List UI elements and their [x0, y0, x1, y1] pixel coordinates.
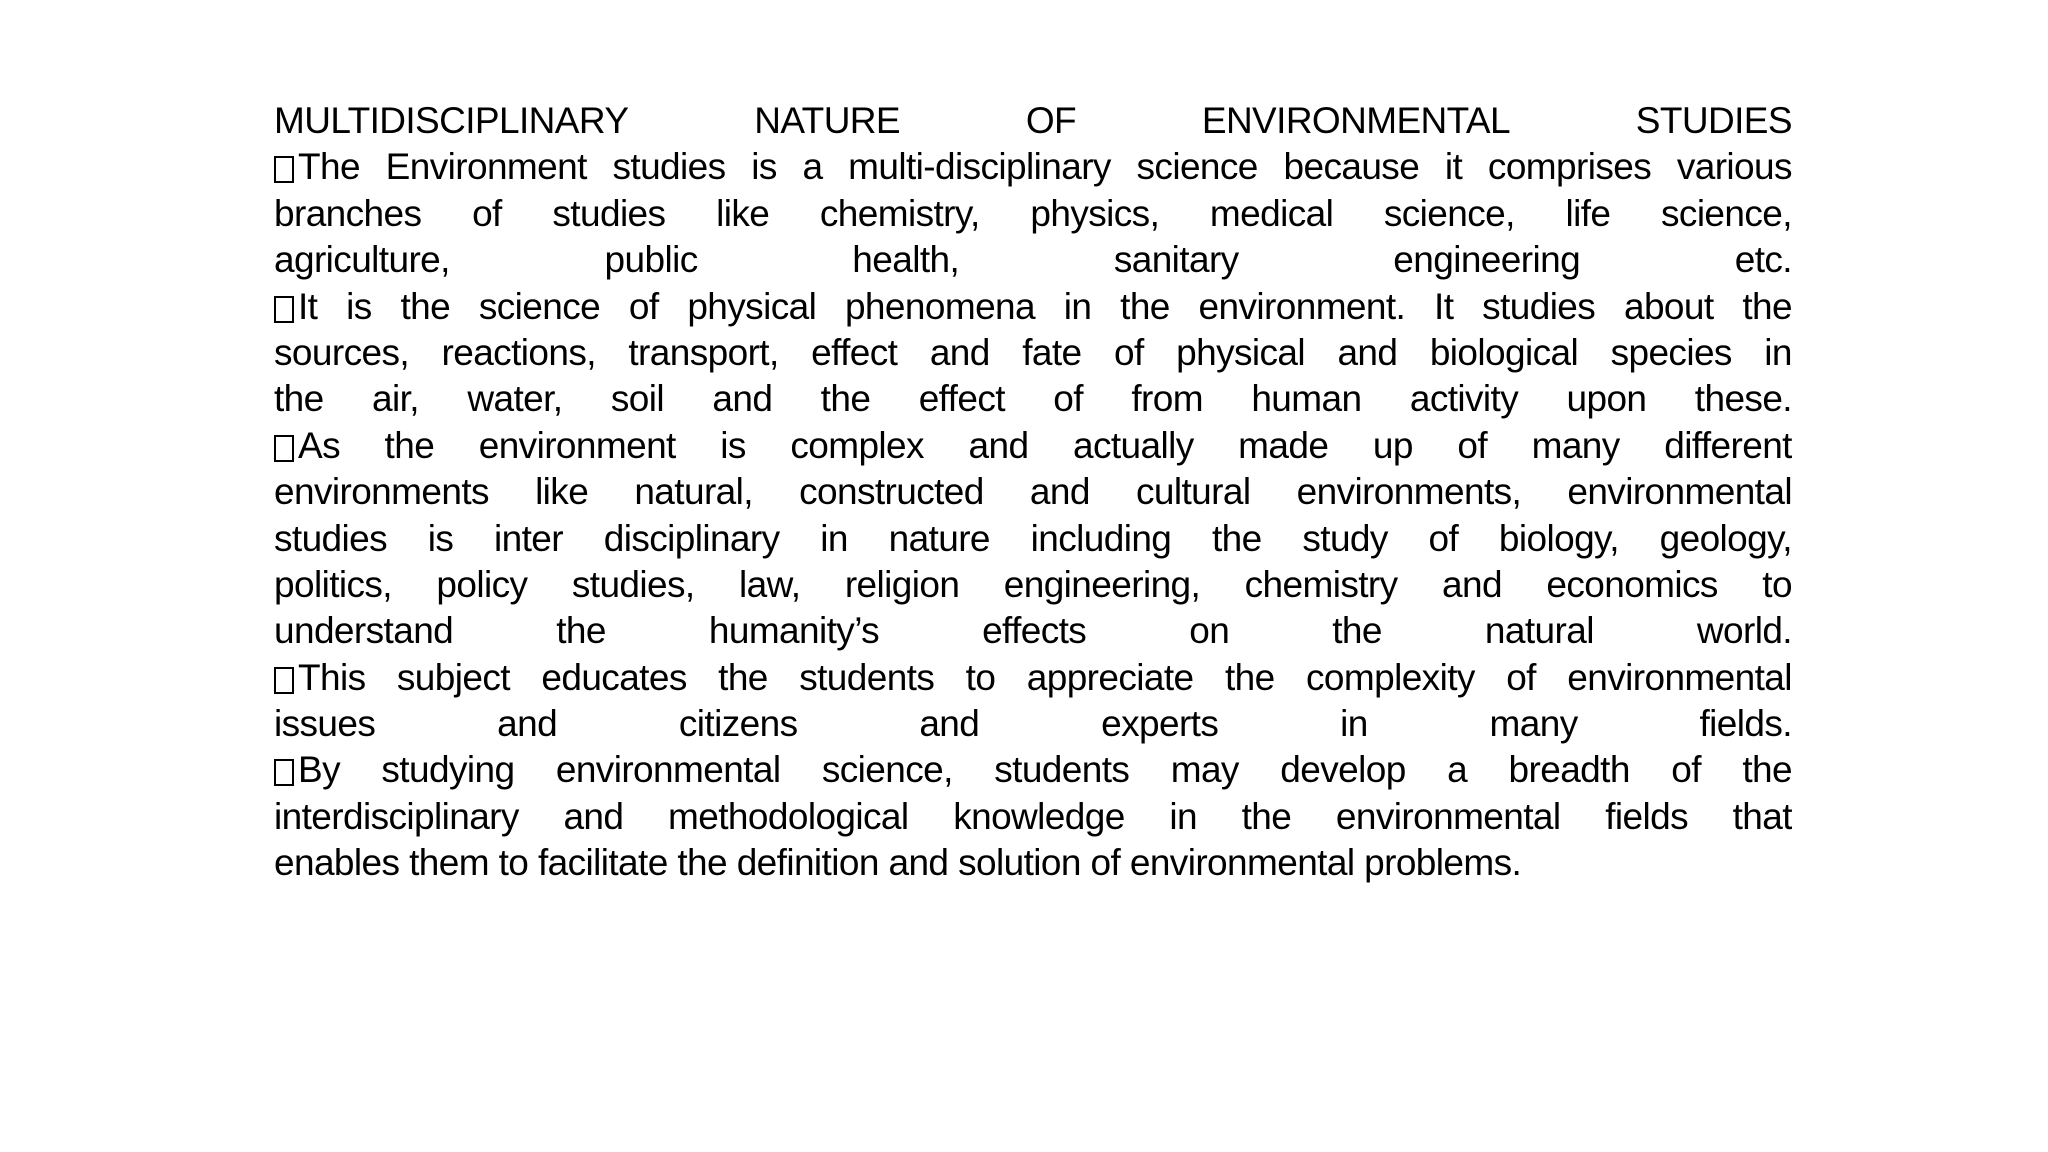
body-line: By studying environmental science, students may develop a breadth of the [274, 747, 1792, 793]
body-line: the air, water, soil and the effect of from human activity upon these. [274, 378, 1792, 420]
body-line: interdisciplinary and methodological knowledge in the environmental fields that [274, 795, 1792, 837]
missing-glyph-box-icon [274, 156, 294, 183]
body-line: understand the humanity’s effects on the natural world. [274, 610, 1792, 652]
body-line: This subject educates the students to appreciate the complexity of environmental [274, 655, 1792, 701]
missing-glyph-box-icon [274, 435, 294, 462]
body-line: The Environment studies is a multi-disciplinary science because it comprises various [274, 144, 1792, 190]
body-line: studies is inter disciplinary in nature including the study of biology, geology, [274, 517, 1792, 559]
missing-glyph-box-icon [274, 759, 294, 786]
body-line: politics, policy studies, law, religion engineering, chemistry and economics to [274, 563, 1792, 605]
slide-body-text [274, 98, 1792, 887]
body-line: issues and citizens and experts in many fields. [274, 703, 1792, 745]
body-line: agriculture, public health, sanitary engineering etc. [274, 239, 1792, 281]
missing-glyph-box-icon [274, 667, 294, 694]
body-line: sources, reactions, transport, effect and fate of physical and biological species in [274, 331, 1792, 373]
body-line: branches of studies like chemistry, physics, medical science, life science, [274, 192, 1792, 234]
body-line: It is the science of physical phenomena in the environment. It studies about the [274, 284, 1792, 330]
slide-title: MULTIDISCIPLINARY NATURE OF ENVIRONMENTAL STUDIES [274, 100, 1792, 141]
body-line [274, 840, 1792, 886]
missing-glyph-box-icon [274, 296, 294, 323]
line-text: enables them to facilitate the definition and solution of environmental problems. [274, 842, 1522, 884]
body-line: environments like natural, constructed and cultural environments, environmental [274, 471, 1792, 513]
body-line: As the environment is complex and actually made up of many different [274, 423, 1792, 469]
